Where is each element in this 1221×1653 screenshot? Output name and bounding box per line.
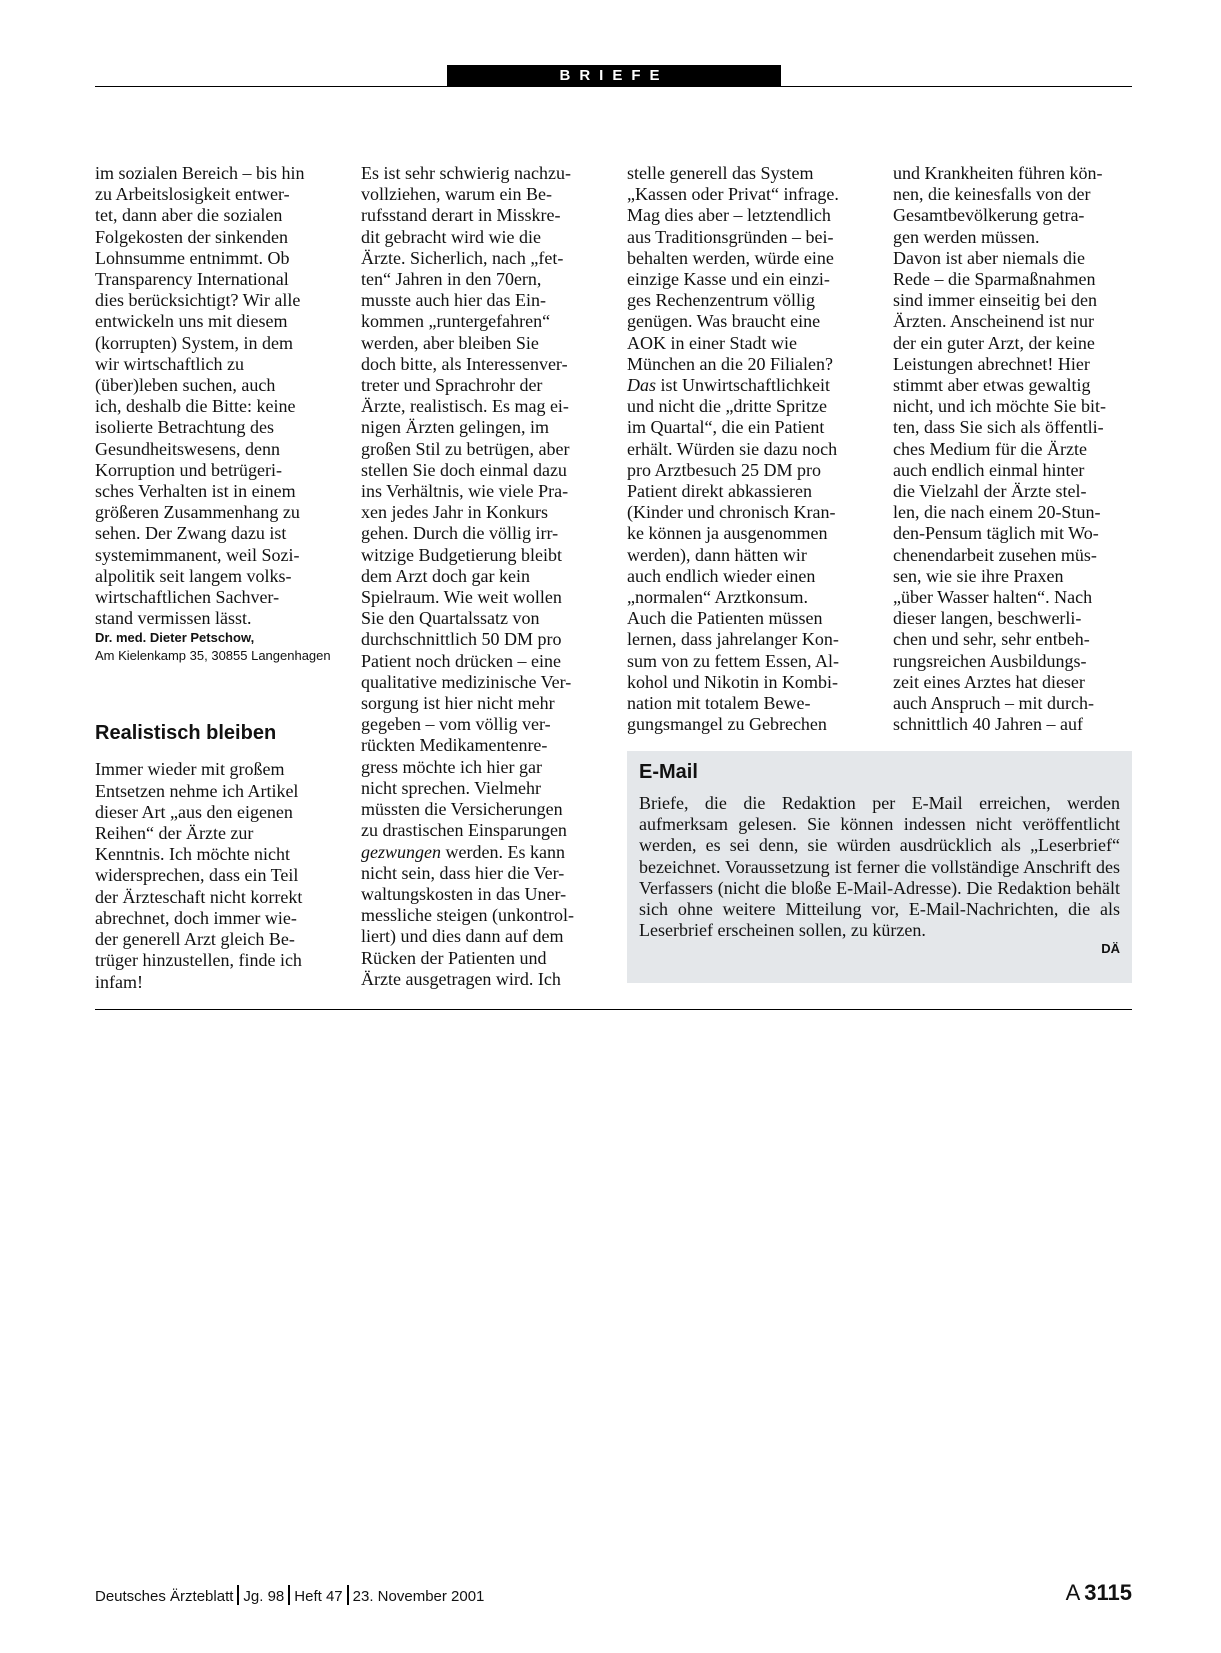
page-footer [95,1585,484,1607]
email-box-signature: DÄ [1101,941,1120,957]
page-prefix: A [1065,1580,1081,1605]
footer-separator [347,1585,349,1605]
column-1 [95,163,343,993]
issue-date: 23. November 2001 [352,1588,485,1605]
emphasis-text: Das [627,375,657,396]
text-segment: Es ist sehr schwierig nachzu- vollziehen, warum ein Be- rufsstand derart in Misskre- dit gebracht wird wie die Ärzte. Sicherlich, nach „fet- ten“ Jahren in den 70ern, musste auch hier das Ein- kommen „runtergefahren“ werden, aber bleiben Sie doch bitte, als Interessenver- treter und Sprachrohr der Ärzte, realistisch. Es mag ei- nigen Ärzten gelingen, im großen Stil zu betrügen, aber stellen Sie doch einmal dazu ins Verhältnis, wie viele Pra- xen jedes Jahr in Konkurs gehen. Durch die völlig irr- witzige Budgetierung bleibt dem Arzt doch gar kein Spielraum. Wie weit wollen Sie den Quartalssatz von durchschnittlich 50 DM pro Patient noch drücken – eine qualitative medizinische Ver- sorgung ist hier nicht mehr gegeben – vom völlig ver- rückten Medikamentenre- gress möchte ich hier gar nicht sprechen. Vielmehr müssten die Versicherungen zu drastischen Einsparungen [361,163,572,841]
column-2 [361,163,609,990]
column-3 [627,163,875,735]
text-segment: werden. Es kann nicht sein, dass hier die Ver- waltungskosten in das Uner- messliche steigen (unkontrol- liert) und dies dann auf dem Rücken der Patienten und Ärzte ausgetragen wird. Ich [361,841,574,989]
footer-separator [237,1585,239,1605]
letter-author [95,629,343,665]
publication-name: Deutsches Ärzteblatt [95,1588,234,1605]
author-name: Dr. med. Dieter Petschow, [95,630,255,646]
volume: Jg. 98 [243,1588,285,1605]
text-segment: ist Unwirtschaftlichkeit und nicht die „dritte Spritze im Quartal“, die ein Patient erhält. Würden sie dazu noch pro Arztbesuch 25 DM pro Patient direkt abkassieren (Kinder und chronisch Kran- ke können ja ausgenommen werden), dann hätten wir auch endlich wieder einen „normalen“ Arztkonsum. Auch die Patienten müssen lernen, dass jahrelanger Kon- sum von zu fettem Essen, Al- kohol und Nikotin in Kombi- nation mit totalem Bewe- gungsmangel zu Gebrechen [627,375,839,735]
issue: Heft 47 [294,1588,343,1605]
content-bottom-rule [95,1009,1132,1010]
page-number-value: 3115 [1084,1580,1132,1605]
author-address: Am Kielenkamp 35, 30855 Langenhagen [95,648,331,664]
section-header-briefe: BRIEFE [447,65,781,87]
letter-heading: Realistisch bleiben [95,722,277,745]
email-info-box [627,751,1132,983]
letter-text-col3 [627,163,875,735]
emphasis-text: gezwungen [361,841,441,862]
email-box-text: Briefe, die die Redaktion per E-Mail erreichen, werden aufmerksam gelesen. Sie können indessen nicht veröffentlicht werden, es sei denn, sie würden ausdrücklich als „Leserbrief“ bezeichnet. Voraussetzung ist ferner die vollständige Anschrift des Verfassers (nicht die bloße E-Mail-Adresse). Die Redaktion behält sich ohne weitere Mitteilung vor, E-Mail-Nachrichten, die als Leserbrief erscheinen sollen, zu kürzen. [639,793,1120,941]
letter-text-continued: im sozialen Bereich – bis hin zu Arbeitslosigkeit entwer- tet, dann aber die sozialen Folgekosten der sinkenden Lohnsumme entnimmt. Ob Transparency International dies berücksichtigt? Wir alle entwickeln uns mit diesem (korrupten) System, in dem wir wirtschaftlich zu (über)leben suchen, auch ich, deshalb die Bitte: keine isolierte Betrachtung des Gesundheitswesens, denn Korruption und betrügeri- sches Verhalten ist in einem größeren Zusammenhang zu sehen. Der Zwang dazu ist systemimmanent, weil Sozi- alpolitik seit langem volks- wirtschaftlichen Sachver- stand vermissen lässt. [95,163,305,629]
header-rule [95,86,1132,87]
letter-text-col2 [361,163,609,990]
column-4 [893,163,1141,735]
footer-separator [288,1585,290,1605]
text-segment: stelle generell das System „Kassen oder Privat“ infrage. Mag dies aber – letztendlich aus Traditionsgründen – bei- behalten werden, würde eine einzige Kasse und ein einzi- ges Rechenzentrum völlig genügen. Was braucht eine AOK in einer Stadt wie München an die 20 Filialen? [627,163,839,374]
letter-text-realistisch: Immer wieder mit großem Entsetzen nehme ich Artikel dieser Art „aus den eigenen Reihen“ der Ärzte zur Kenntnis. Ich möchte nicht widersprechen, dass ein Teil der Ärzteschaft nicht korrekt abrechnet, doch immer wie- der generell Arzt gleich Be- trüger hinzustellen, finde ich infam! [95,759,303,992]
page-number [1066,1580,1132,1606]
email-box-title: E-Mail [639,761,698,783]
letter-text-col4: und Krankheiten führen kön- nen, die keinesfalls von der Gesamtbevölkerung getra- gen werden müssen. Davon ist aber niemals die Rede – die Sparmaßnahmen sind immer einseitig bei den Ärzten. Anscheinend ist nur der ein guter Arzt, der keine Leistungen abrechnet! Hier stimmt aber etwas gewaltig nicht, und ich möchte Sie bit- ten, dass Sie sich als öffentli- ches Medium für die Ärzte auch endlich einmal hinter die Vielzahl der Ärzte stel- len, die nach einem 20-Stun- den-Pensum täglich mit Wo- chenendarbeit zusehen müs- sen, wie sie ihre Praxen „über Wasser halten“. Nach dieser langen, beschwerli- chen und sehr, sehr entbeh- rungsreichen Ausbildungs- zeit eines Arztes hat dieser auch Anspruch – mit durch- schnittlich 40 Jahren – auf [893,163,1106,735]
